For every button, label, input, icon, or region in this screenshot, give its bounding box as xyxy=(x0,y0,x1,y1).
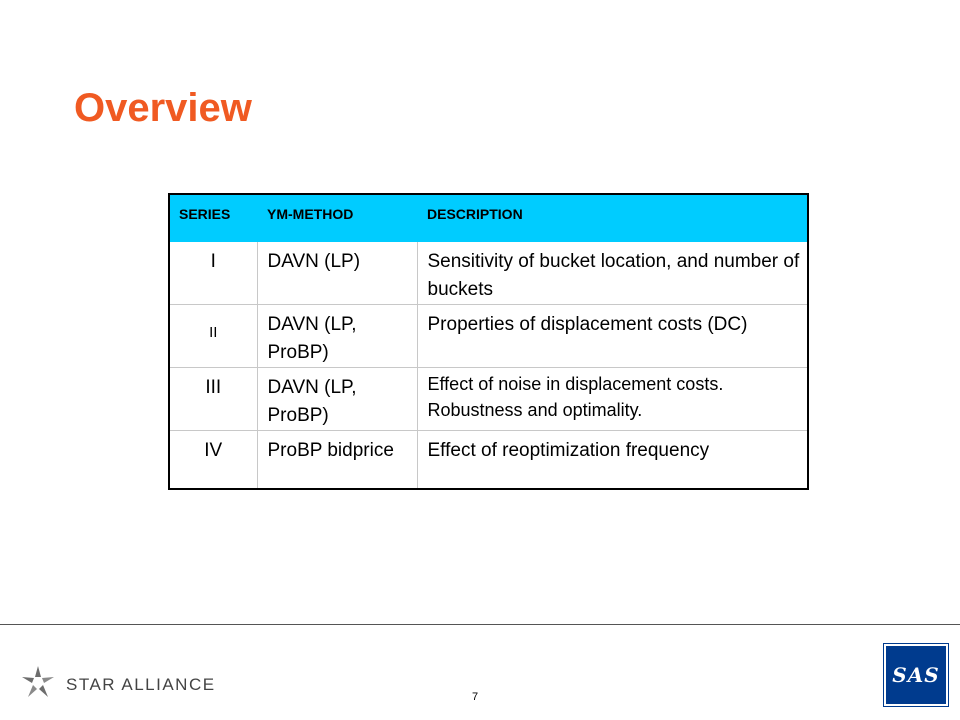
table-row xyxy=(170,368,807,431)
description-cell: Properties of displacement costs (DC) xyxy=(417,305,807,368)
method-cell: ProBP bidprice xyxy=(257,431,417,491)
column-header-method: YM-METHOD xyxy=(267,206,354,222)
table-row xyxy=(170,305,807,368)
page-number: 7 xyxy=(472,691,479,703)
series-cell: I xyxy=(170,242,257,305)
method-cell: DAVN (LP, ProBP) xyxy=(257,368,417,431)
footer-divider xyxy=(0,624,960,625)
overview-table xyxy=(170,195,807,490)
column-header-description: DESCRIPTION xyxy=(427,206,523,222)
column-header-series: SERIES xyxy=(179,206,231,222)
star-alliance-logo-icon xyxy=(20,664,56,700)
description-cell: Effect of noise in displacement costs. Robustness and optimality. xyxy=(417,368,807,431)
series-cell: IV xyxy=(170,431,257,491)
series-cell: III xyxy=(170,368,257,431)
description-cell: Effect of reoptimization frequency xyxy=(427,440,710,461)
series-cell: II xyxy=(170,305,257,368)
star-alliance-wordmark: STAR ALLIANCE xyxy=(66,675,216,694)
table-row xyxy=(170,431,807,491)
table-header-row xyxy=(170,195,807,242)
description-cell: Sensitivity of bucket location, and number of buckets xyxy=(417,242,807,305)
slide-title: Overview xyxy=(74,86,252,130)
table-row xyxy=(170,242,807,305)
method-cell: DAVN (LP, ProBP) xyxy=(257,305,417,368)
overview-table-frame xyxy=(168,193,809,490)
sas-logo: SAS xyxy=(884,644,948,706)
method-cell: DAVN (LP) xyxy=(257,242,417,305)
